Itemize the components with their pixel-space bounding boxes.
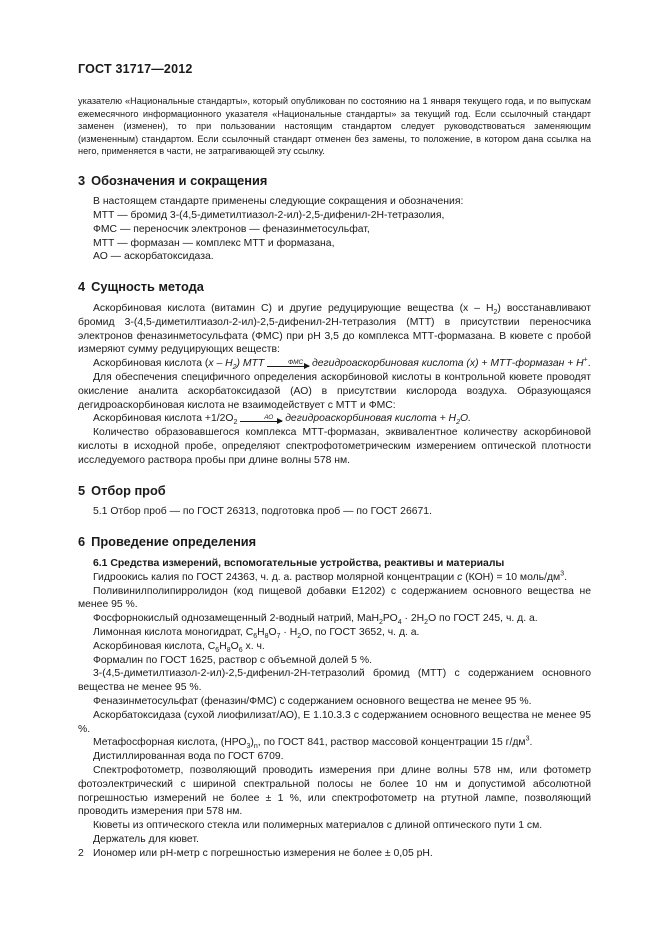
section-6-title: Проведение определения: [91, 534, 257, 550]
section-4-paragraph-3: Количество образовавшегося комплекса МТТ-формазан, эквивалентное количеству аскорбиновой кислоты в исходной пробе, определяют спектрофотометрическим измерением оптической плотности исследуемого раствора пробы при длине волны 578 нм.: [78, 427, 591, 466]
list-item: Метафосфорная кислота, $(НРО_3)_n$, по ГОСТ 841, раствор массовой концентрации 15 $г/дм^3$.: [93, 735, 533, 751]
section-5-paragraph: 5.1 Отбор проб — по ГОСТ 26313, подготовка проб — по ГОСТ 26671.: [93, 506, 432, 518]
section-5-heading: [78, 484, 591, 498]
list-item: Феназинметосульфат (феназин/ФМС) с содержанием основного вещества не менее 95 %.: [93, 696, 532, 707]
list-item: Спектрофотометр, позволяющий проводить измерения при длине волны 578 нм, или фотометр фотоэлектрический с шириной спектральной полосы не более 10 нм и допустимой абсолютной погрешностью измерений не более ± 1 %, или спектрофотометр на ртутной лампе, позволяющий проводить измерения при 578 нм.: [78, 764, 591, 818]
section-5-number: 5: [78, 482, 86, 498]
list-item: Формалин по ГОСТ 1625, раствор с объемной долей 5 %.: [93, 654, 372, 666]
page-number: 2: [78, 848, 84, 859]
section-4-heading: [78, 280, 591, 294]
section-3-heading: [78, 174, 591, 188]
equation-2: Аскорбиновая кислота $+1/2O_2$ АО дегидроаскорбиновая кислота + $Н_2О$.: [93, 413, 471, 427]
list-item: Держатель для кювет.: [93, 833, 199, 845]
section-3-number: 3: [78, 172, 86, 188]
list-item: Аскорбатоксидаза (сухой лиофилизат/АО), Е 1.10.3.3 с содержанием основного вещества не менее 95 %.: [78, 709, 591, 735]
list-item: Дистиллированная вода по ГОСТ 6709.: [93, 751, 284, 763]
document-body: [78, 95, 591, 861]
section-3-line: МТТ — бромид 3-(4,5-диметилтиазол-2-ил)-2,5-дифенил-2Н-тетразолия,: [93, 210, 445, 222]
list-item: Гидроокись калия по ГОСТ 24363, ч. д. а. раствор молярной концентрации с (КОН) = 10 моль/$дм^3$.: [93, 570, 567, 583]
section-4-title: Сущность метода: [91, 279, 204, 295]
section-6-heading: [78, 535, 591, 549]
document-header: ГОСТ 31717—2012: [78, 62, 193, 76]
list-item: Поливинилполипирролидон (код пищевой добавки Е1202) с содержанием основного вещества не менее 95 %.: [78, 585, 591, 611]
section-3-title: Обозначения и сокращения: [91, 172, 268, 188]
intro-paragraph: указателю «Национальные стандарты», который опубликован по состоянию на 1 января текущего года, и по выпускам ежемесячного информационного указателя «Национальные стандарты» за текущий год. Если ссылочный стандарт заменен (изменен), то при пользовании настоящим стандартом следует руководствоваться заменяющим (измененным) стандартом. Если ссылочный стандарт отменен без замены, то положение, в котором дана ссылка на него, применяется в части, не затрагивающей эту ссылку.: [78, 96, 591, 156]
list-item: Кюветы из оптического стекла или полимерных материалов с длиной оптического пути 1 см.: [93, 820, 543, 832]
list-item: Фосфорнокислый однозамещенный 2-водный натрий, $МаН_2РО_4 \cdot 2Н_2О$ по ГОСТ 245, ч. д. а.: [93, 613, 538, 627]
section-4-paragraph-1: Аскорбиновая кислота (витамин С) и другие редуцирующие вещества $(х - Н_2)$ восстанавливают бромид 3-(4,5-диметилтиазол-2-ил)-2,5-дифенил-2Н-тетразолия (МТТ) в присутствии переносчика электронов феназинметосульфата (ФМС) при рН 3,5 до комплекса МТТ-формазана. В кювете с пробой измеряют сумму редуцирующих веществ:: [78, 303, 591, 356]
section-3-line: МТТ — формазан — комплекс МТТ и формазана,: [93, 237, 335, 249]
section-3-line: В настоящем стандарте применены следующие сокращения и обозначения:: [93, 196, 464, 208]
section-6-number: 6: [78, 534, 86, 550]
section-3-line: ФМС — переносчик электронов — феназинметосульфат,: [93, 223, 370, 235]
reaction-arrow-icon: ФМС: [267, 359, 309, 367]
section-4-paragraph-2: Для обеспечения специфичного определения аскорбиновой кислоты в контрольной кювете проводят окисление аналита аскорбатоксидазой (АО) в присутствии кислорода воздуха. Образующаяся дегидроаскорбиновая кислота не взаимодействует с МТТ и ФМС:: [78, 372, 591, 411]
section-3-line: АО — аскорбатоксидаза.: [93, 251, 214, 263]
section-4-number: 4: [78, 279, 86, 295]
subsection-6-1-heading: 6.1 Средства измерений, вспомогательные устройства, реактивы и материалы: [93, 558, 505, 570]
list-item: Лимонная кислота моногидрат, $С_6Н_8О_7 \cdot Н_2О$, по ГОСТ 3652, ч. д. а.: [93, 627, 420, 641]
section-5-title: Отбор проб: [91, 482, 166, 498]
equation-1: Аскорбиновая кислота $(х - Н_2)$ МТТ ФМС дегидроаскорбиновая кислота (х) + МТТ-формазан + Н+.: [93, 356, 591, 372]
list-item: Аскорбиновая кислота, $С_6Н_8О_6$ х. ч.: [93, 640, 265, 654]
reaction-arrow-icon: АО: [240, 414, 282, 422]
list-item: 3-(4,5-диметилтиазол-2-ил)-2,5-дифенил-2Н-тетразолий бромид (МТТ) с содержанием основного вещества не менее 95 %.: [78, 668, 591, 694]
list-item: Иономер или рН-метр с погрешностью измерения не более ± 0,05 рН.: [93, 847, 433, 859]
